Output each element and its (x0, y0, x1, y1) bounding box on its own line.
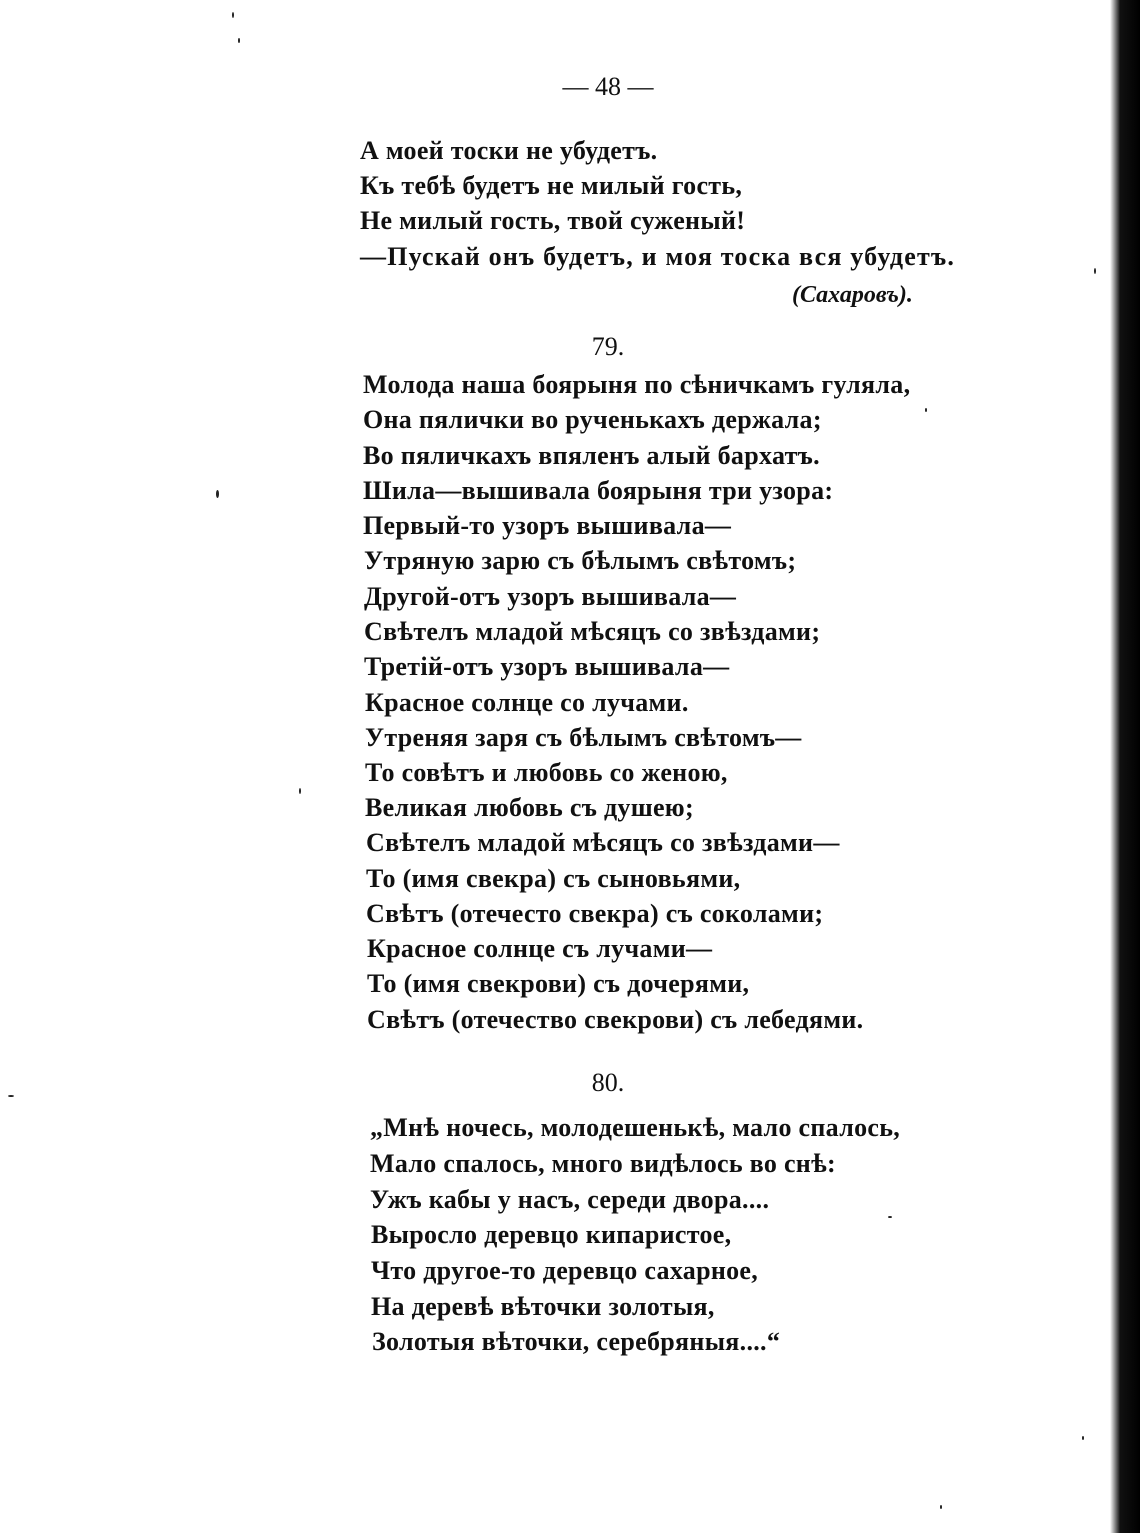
verse-line: То (имя свекрови) съ дочерями, (367, 969, 750, 998)
verse-line: Первый-то узоръ вышивала— (363, 511, 732, 540)
verse-line: Шила—вышивала боярыня три узора: (363, 476, 834, 505)
scan-speck (232, 12, 234, 18)
scan-speck (216, 490, 219, 498)
verse-line: Красное солнце со лучами. (365, 688, 689, 717)
verse-line: Не милый гость, твой суженый! (360, 206, 746, 235)
page-number-header: — 48 — (562, 72, 654, 101)
verse-line: На деревѣ вѣточки золотыя, (371, 1292, 715, 1321)
verse-line: То совѣтъ и любовь со женою, (365, 758, 728, 787)
poem-number-80: 80. (591, 1068, 625, 1097)
scan-speck (940, 1505, 942, 1509)
verse-line: Свѣтелъ младой мѣсяцъ со звѣздами; (364, 617, 821, 646)
scan-speck (888, 1216, 892, 1218)
verse-line: „Мнѣ ночесь, молодешенькѣ, мало спалось, (370, 1113, 901, 1142)
scan-binding-edge (1100, 0, 1140, 1533)
scan-speck (238, 38, 240, 43)
scan-speck (8, 1095, 14, 1097)
verse-line: Золотыя вѣточки, серебряныя....“ (372, 1327, 781, 1356)
verse-line: Молода наша боярыня по сѣничкамъ гуляла, (363, 370, 911, 399)
verse-line: То (имя свекра) съ сыновьями, (366, 864, 741, 893)
binding-shadow (1110, 0, 1140, 1533)
verse-line: Другой-отъ узоръ вышивала— (364, 582, 737, 611)
verse-line: —Пускай онъ будетъ, и моя тоска вся убудетъ. (360, 242, 956, 271)
verse-line: Утряную зарю съ бѣлымъ свѣтомъ; (364, 546, 797, 575)
verse-line: Утреняя заря съ бѣлымъ свѣтомъ— (365, 723, 802, 752)
verse-line: Во пяличкахъ впяленъ алый бархатъ. (363, 441, 820, 470)
scan-speck (925, 408, 927, 412)
verse-line: Выросло деревцо кипаристое, (371, 1220, 732, 1249)
verse-line: Она пялички во рученькахъ держала; (363, 405, 822, 434)
verse-line: Свѣтелъ младой мѣсяцъ со звѣздами— (366, 828, 840, 857)
scan-speck (1082, 1436, 1084, 1440)
verse-line: Третій-отъ узоръ вышивала— (364, 652, 730, 681)
verse-line: Къ тебѣ будетъ не милый гость, (360, 171, 743, 200)
verse-line: Свѣтъ (отечество свекрови) съ лебедями. (367, 1005, 864, 1034)
poem-number-79: 79. (591, 332, 625, 361)
verse-line: Красное солнце съ лучами— (367, 934, 713, 963)
scan-speck (1094, 268, 1096, 274)
attribution: (Сахаровъ). (792, 282, 913, 308)
verse-line: А моей тоски не убудетъ. (360, 136, 658, 165)
verse-line: Что другое-то деревцо сахарное, (371, 1256, 759, 1285)
scan-speck (299, 788, 301, 794)
verse-line: Мало спалось, много видѣлось во снѣ: (370, 1149, 836, 1178)
verse-line: Свѣтъ (отечесто свекра) съ соколами; (366, 899, 824, 928)
verse-line: Ужъ кабы у насъ, середи двора.... (370, 1185, 770, 1214)
verse-line: Великая любовь съ душею; (365, 793, 694, 822)
